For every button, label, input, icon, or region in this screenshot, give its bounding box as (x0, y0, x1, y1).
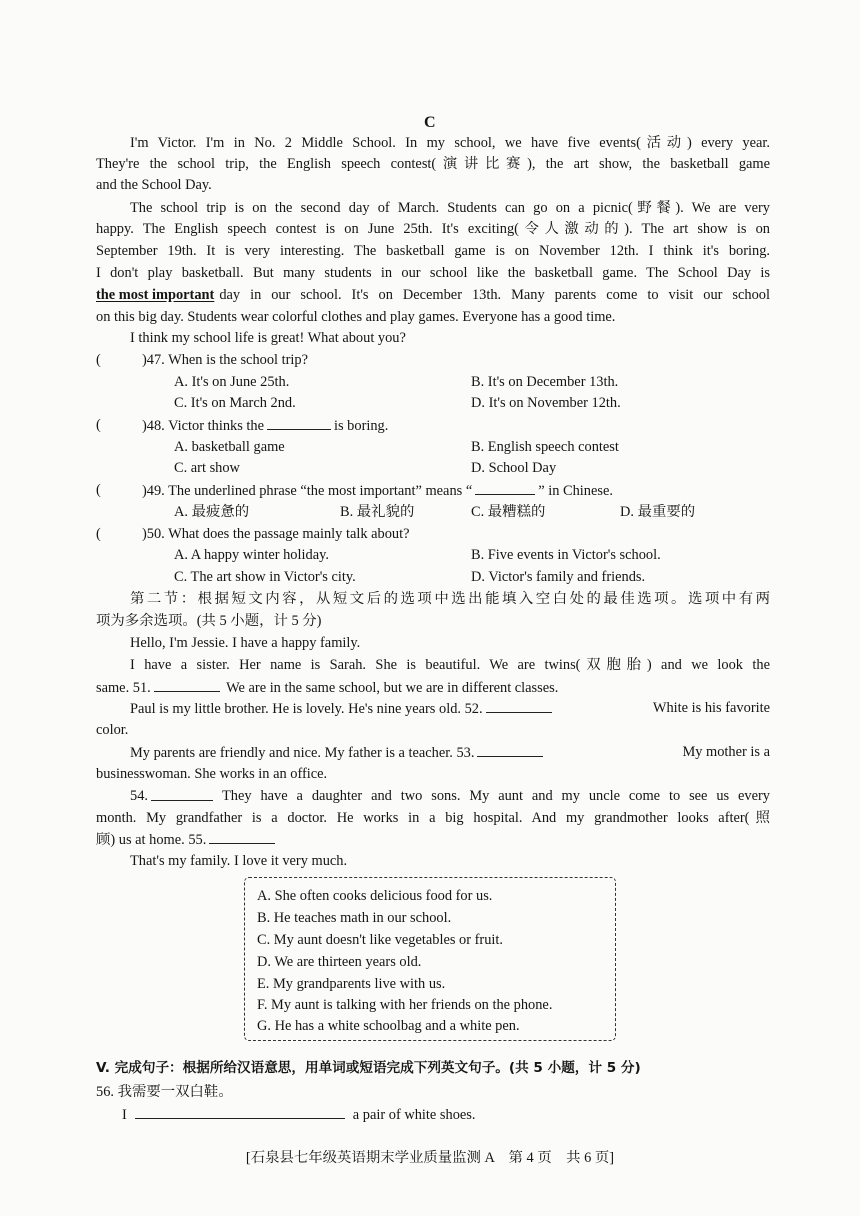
question-stem: ” in Chinese. (538, 483, 613, 499)
underlined-phrase: the most important (96, 287, 215, 303)
sentence-text: I (122, 1107, 127, 1123)
passage-line: Hello, I'm Jessie. I have a happy family. (130, 635, 361, 651)
option-d: D. Victor's family and friends. (471, 569, 646, 585)
passage-line: I'm Victor. I'm in No. 2 Middle School. In my school, we have five events(活动) every year. (130, 135, 770, 151)
question-50 (142, 524, 410, 545)
option-a: A. 最疲惫的 (174, 504, 250, 520)
option-item: G. He has a white schoolbag and a white pen. (257, 1018, 520, 1034)
passage-line: businesswoman. She works in an office. (96, 766, 328, 782)
answer-paren: ( (96, 526, 101, 542)
question-56-sentence (122, 1104, 475, 1126)
passage-line: happy. The English speech contest is on June 25th. It's exciting(令人激动的). The art show is on (96, 221, 770, 237)
question-number: )48. (142, 418, 165, 434)
question-stem: is boring. (333, 418, 389, 434)
passage-text (130, 698, 555, 720)
passage-text: 顾) us at home. 55. (96, 832, 207, 848)
passage-line: on this big day. Students wear colorful clothes and play games. Everyone has a good time. (96, 309, 616, 325)
passage-text: 54. (130, 788, 148, 804)
question-stem: Victor thinks the (168, 418, 264, 434)
option-d: D. It's on November 12th. (471, 395, 621, 411)
question-number: )50. (142, 526, 165, 542)
answer-blank (475, 480, 535, 495)
passage-text: We are in the same school, but we are in different classes. (226, 680, 559, 696)
passage-text: day in our school. It's on December 13th. Many parents come to visit our school (219, 287, 770, 303)
passage-line (130, 786, 770, 807)
answer-blank (267, 415, 331, 430)
passage-line (130, 742, 770, 764)
option-item: F. My aunt is talking with her friends on the phone. (257, 997, 553, 1013)
passage-line: I don't play basketball. But many students in our school like the basketball game. The School Day is (96, 265, 770, 281)
passage-line (130, 698, 770, 720)
answer-paren: ( (96, 417, 101, 433)
answer-blank-55 (209, 829, 275, 844)
option-a: A. It's on June 25th. (174, 374, 290, 390)
option-item: E. My grandparents live with us. (257, 976, 446, 992)
passage-line (96, 677, 558, 699)
passage-line (96, 829, 278, 851)
question-49 (142, 480, 613, 502)
passage-line-underlined (96, 285, 770, 306)
option-c: C. The art show in Victor's city. (174, 569, 356, 585)
passage-line: The school trip is on the second day of March. Students can go on a picnic(野餐). We are very (130, 200, 770, 216)
passage-text: Paul is my little brother. He is lovely. He's nine years old. 52. (130, 701, 483, 717)
passage-line: September 19th. It is very interesting. The basketball game is on November 12th. I think it's boring. (96, 243, 770, 259)
answer-blank-53 (477, 742, 543, 757)
section-heading: V. 完成句子：根据所给汉语意思，用单词或短语完成下列英文句子。(共 5 小题，计 5 分) (96, 1060, 641, 1076)
answer-blank-56 (135, 1104, 345, 1119)
option-b: B. English speech contest (471, 439, 619, 455)
passage-text: My parents are friendly and nice. My father is a teacher. 53. (130, 745, 475, 761)
option-c: C. It's on March 2nd. (174, 395, 296, 411)
passage-text: White is his favorite (652, 700, 770, 716)
question-stem: What does the passage mainly talk about? (168, 526, 410, 542)
section-instruction: 项为多余选项。(共 5 小题，计 5 分) (96, 613, 322, 629)
passage-line: and the School Day. (96, 177, 212, 193)
passage-line: month. My grandfather is a doctor. He works in a big hospital. And my grandmother looks after(照 (96, 810, 770, 826)
option-d: D. School Day (471, 460, 557, 476)
passage-line: I have a sister. Her name is Sarah. She is beautiful. We are twins(双胞胎) and we look the (130, 657, 770, 673)
answer-blank-54 (151, 786, 213, 801)
option-item: A. She often cooks delicious food for us. (257, 888, 493, 904)
question-number: )47. (142, 352, 165, 368)
option-b: B. 最礼貌的 (340, 504, 415, 520)
passage-text: same. 51. (96, 680, 151, 696)
sentence-text: a pair of white shoes. (352, 1107, 476, 1123)
answer-paren: ( (96, 482, 101, 498)
option-b: B. It's on December 13th. (471, 374, 619, 390)
question-56: 56. 我需要一双白鞋。 (96, 1084, 233, 1100)
option-item: C. My aunt doesn't like vegetables or fruit. (257, 932, 503, 948)
question-47 (142, 350, 308, 371)
section-title: C (424, 114, 436, 131)
option-d: D. 最重要的 (620, 504, 696, 520)
question-stem: The underlined phrase “the most important” means “ (168, 483, 473, 499)
option-item: D. We are thirteen years old. (257, 954, 422, 970)
options-box (244, 877, 616, 1041)
passage-line: I think my school life is great! What about you? (130, 330, 406, 346)
question-number: )49. (142, 483, 165, 499)
passage-line: They're the school trip, the English speech contest(演讲比赛), the art show, the basketball game (96, 156, 770, 172)
page-footer: [石泉县七年级英语期末学业质量监测 A 第 4 页 共 6 页] (245, 1150, 615, 1166)
passage-text: They have a daughter and two sons. My aunt and my uncle come to see us every (222, 788, 770, 804)
option-item: B. He teaches math in our school. (257, 910, 452, 926)
passage-line: That's my family. I love it very much. (130, 853, 348, 869)
section-instruction: 第二节：根据短文内容，从短文后的选项中选出能填入空白处的最佳选项。选项中有两 (130, 591, 770, 607)
passage-line: color. (96, 722, 129, 738)
answer-blank-52 (486, 698, 552, 713)
option-c: C. art show (174, 460, 240, 476)
question-stem: When is the school trip? (168, 352, 308, 368)
answer-blank-51 (154, 677, 220, 692)
option-a: A. basketball game (174, 439, 285, 455)
option-c: C. 最糟糕的 (471, 504, 546, 520)
question-48 (142, 415, 388, 437)
passage-text: My mother is a (682, 744, 770, 760)
passage-text (130, 742, 546, 764)
answer-paren: ( (96, 352, 101, 368)
option-b: B. Five events in Victor's school. (471, 547, 661, 563)
option-a: A. A happy winter holiday. (174, 547, 329, 563)
